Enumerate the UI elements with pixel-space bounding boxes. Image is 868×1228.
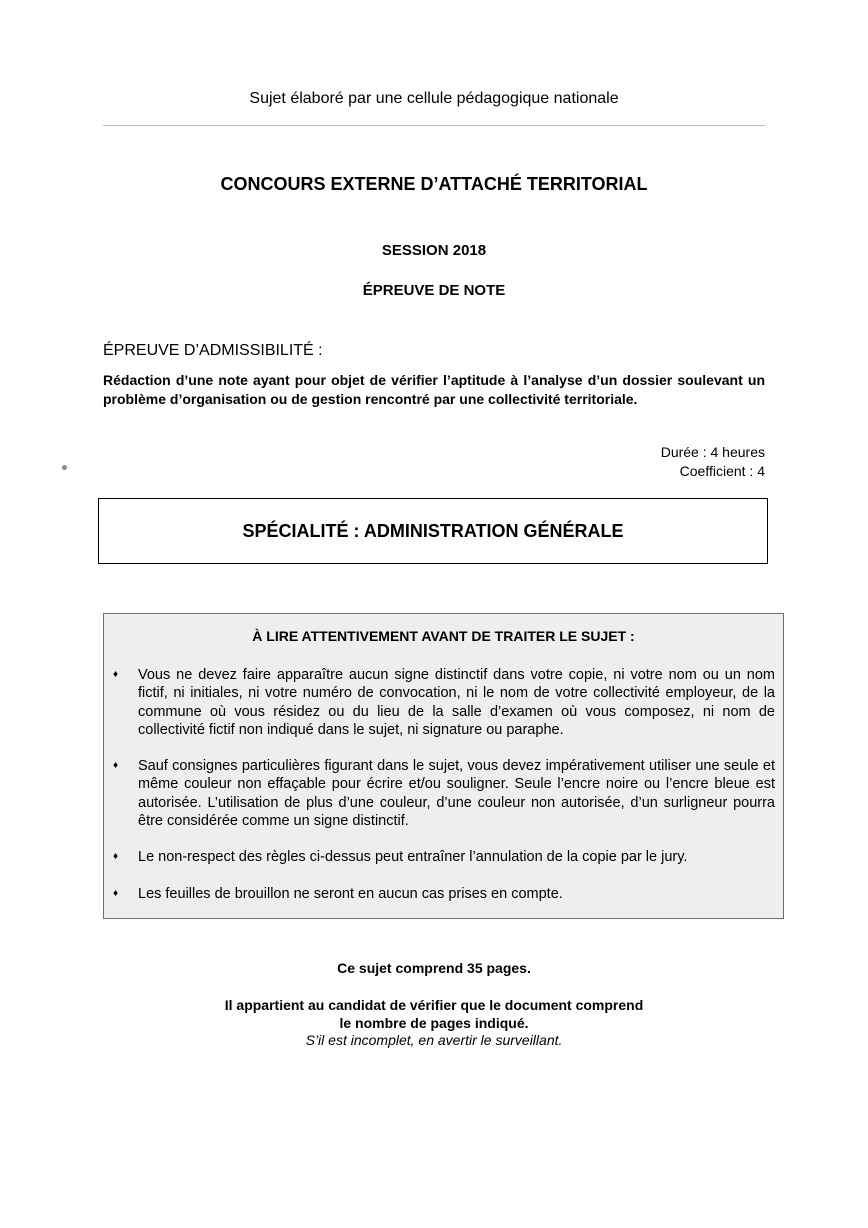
- exam-title: CONCOURS EXTERNE D’ATTACHÉ TERRITORIAL: [220, 174, 648, 194]
- notice-item-text: Sauf consignes particulières figurant dans le sujet, vous devez impérativement utiliser une seule et même couleur non effaçable pour écrire et/ou souligner. Seule l’encre noire ou l’encre bleue est autorisée. L’utilisation de plus d’une couleur, d’une couleur non autorisée, d’un surligneur pourra être considérée comme un signe distinctif.: [138, 758, 775, 830]
- list-item: [104, 757, 783, 830]
- specialty-label: SPÉCIALITÉ : ADMINISTRATION GÉNÉRALE: [242, 520, 624, 541]
- admissibility-description: Rédaction d’une note ayant pour objet de vérifier l’aptitude à l’analyse d’un dossier soulevant un problème d’organisation ou de gestion rencontré par une collectivité territoriale.: [103, 372, 765, 407]
- verify-line-1: Il appartient au candidat de vérifier que le document comprend: [224, 997, 644, 1013]
- header-divider: [103, 125, 765, 126]
- duration-block: [500, 443, 765, 481]
- page-count-notice: Ce sujet comprend 35 pages.: [337, 960, 531, 976]
- epreuve-label: ÉPREUVE DE NOTE: [362, 282, 506, 299]
- header-text: Sujet élaboré par une cellule pédagogique nationale: [249, 90, 619, 107]
- notice-item-text: Les feuilles de brouillon ne seront en aucun cas prises en compte.: [138, 885, 563, 902]
- duration-text: Durée : 4 heures: [660, 444, 765, 460]
- coefficient-text: Coefficient : 4: [679, 463, 765, 479]
- list-item: [104, 885, 783, 903]
- admissibility-heading: ÉPREUVE D’ADMISSIBILITÉ :: [103, 342, 323, 359]
- diamond-bullet-icon: ♦: [113, 887, 119, 899]
- verify-notice: [0, 996, 868, 1032]
- list-item: [104, 666, 783, 739]
- specialty-box: [98, 498, 768, 564]
- diamond-bullet-icon: ♦: [113, 760, 119, 772]
- notice-box: [103, 613, 784, 919]
- margin-dot: [62, 465, 67, 470]
- notice-item-text: Vous ne devez faire apparaître aucun signe distinctif dans votre copie, ni votre nom ou un nom fictif, ni initiales, ni votre numéro de convocation, ni le nom de votre collectivité employeur, de la commune où vous résidez ou du lieu de la salle d’examen où vous composez, ni nom de collectivité fictif non indiqué dans le sujet, ni signature ou paraphe.: [138, 667, 775, 738]
- incomplete-notice: S’il est incomplet, en avertir le surveillant.: [305, 1032, 563, 1048]
- notice-title: À LIRE ATTENTIVEMENT AVANT DE TRAITER LE SUJET :: [252, 628, 635, 644]
- notice-list: [104, 666, 783, 921]
- verify-line-2: le nombre de pages indiqué.: [339, 1015, 529, 1031]
- diamond-bullet-icon: ♦: [113, 669, 119, 680]
- diamond-bullet-icon: ♦: [113, 851, 119, 863]
- notice-item-text: Le non-respect des règles ci-dessus peut entraîner l’annulation de la copie par le jury.: [138, 849, 688, 866]
- list-item: [104, 848, 783, 866]
- session-label: SESSION 2018: [381, 242, 487, 259]
